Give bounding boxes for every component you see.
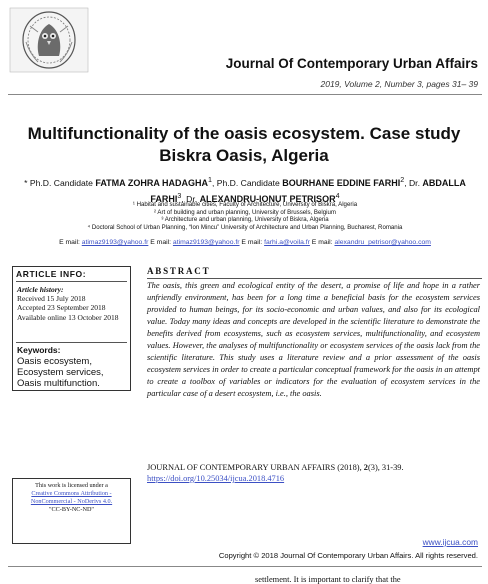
next-column-text: settlement. It is important to clarify that the [255, 575, 401, 584]
affiliation-1: ¹ Habitat and sustainable cities, Faculty of Architecture, University of Biskra, Algeria [132, 201, 358, 208]
doi-link[interactable]: https://doi.org/10.25034/ijcua.2018.4716 [147, 474, 285, 483]
license-text [16, 482, 127, 514]
journal-name: Journal Of Contemporary Urban Affairs [225, 56, 478, 71]
email-link-2[interactable]: atimaz9193@yahoo.fr [172, 239, 240, 246]
affiliation-2: ² Art of building and urban planning, University of Brussels, Belgium [154, 208, 336, 216]
history-accepted: Accepted 23 September 2018 [17, 303, 106, 313]
author-4-sup: 4 [335, 191, 340, 200]
author-2-name: BOURHANE EDDINE FARHI [282, 177, 401, 188]
article-history-heading: Article history: [17, 285, 64, 294]
author-1-prefix: * Ph.D. Candidate [24, 177, 96, 188]
email-link-3[interactable]: farhi.a@voila.fr [264, 239, 310, 246]
journal-logo [8, 6, 90, 74]
license-code: "CC-BY-NC-ND" [49, 506, 94, 513]
journal-emblem-icon [8, 6, 90, 74]
author-1-name: FATMA ZOHRA HADAGHA [95, 177, 208, 188]
keyword-item: Oasis ecosystem, [17, 356, 92, 367]
history-online: Available online 13 October 2018 [17, 312, 119, 322]
email-label: E mail: [150, 239, 173, 246]
footer-divider [8, 566, 482, 567]
paper-title [0, 123, 488, 167]
article-history [17, 294, 127, 322]
volume-info: 2019, Volume 2, Number 3, pages 31– 39 [320, 79, 478, 89]
journal-website-link[interactable]: www.ijcua.com [422, 537, 478, 547]
author-4-prefix: , Dr. [181, 193, 200, 204]
copyright-notice: Copyright © 2018 Journal Of Contemporary Urban Affairs. All rights reserved. [218, 551, 478, 560]
author-2-prefix: , Ph.D. Candidate [211, 177, 283, 188]
header-divider [8, 94, 482, 95]
keyword-item: Oasis multifunction. [17, 378, 100, 389]
abstract-text: The oasis, this green and ecological entity of the desert, a promise of life and hope in a rather unfriendly environment, has been for a long time a beneficial basis for the ecosystem services provided to human beings, for its socio-economic and urban values, and also for its ecological value. Today many ideas and concepts are developed in the scientific literature to demonstrate the benefits derived from ecosystems, such as ecosystem services, multifunctionality, and ecosystem values. However, the analyses of multifunctionality or ecosystem services of the oasis lack from the scientific literature. This study uses a literature review and a prior assessment of the oasis ecosystem services in order to create a particular conceptual framework for the oasis in an attempt to create a toolbox of variables or indicators for the evaluation of ecosystem services in the particular case of a desert ecosystem, i.e., the oasis. [147, 281, 480, 399]
author-3-sup: 3 [177, 191, 182, 200]
affiliation-3: ³ Architecture and urban planning, University of Biskra, Algeria [161, 216, 329, 224]
history-received: Received 15 July 2018 [17, 294, 86, 303]
email-label: E mail: [311, 239, 335, 246]
email-link-1[interactable]: atimaz9193@yahoo.fr [81, 239, 149, 246]
license-prefix: This work is licensed under a [35, 482, 108, 489]
keyword-item: Ecosystem services, [17, 367, 104, 378]
affiliation-4: ⁴ Doctoral School of Urban Planning, “Ion Mincu” University of Architecture and Urban Planning, Bucharest, Romania [87, 223, 403, 231]
license-link[interactable]: Creative Commons Attribution - NonCommercial - NoDerivs 4.0. [30, 490, 113, 505]
keywords-list [17, 356, 129, 389]
author-2-sup: 2 [400, 176, 405, 184]
email-label: E mail: [59, 239, 82, 246]
author-3-name: ABDALLA FARHI [150, 177, 466, 204]
paper-title-line-2: Biskra Oasis, Algeria [159, 146, 329, 165]
author-3-prefix: , Dr. [404, 177, 423, 188]
abstract-heading: ABSTRACT [147, 266, 211, 276]
abstract-rule [147, 278, 482, 279]
paper-title-line-1: Multifunctionality of the oasis ecosystem. Case study [27, 124, 461, 143]
citation [147, 462, 480, 484]
email-label: E mail: [241, 239, 265, 246]
citation-text: JOURNAL OF CONTEMPORARY URBAN AFFAIRS (2018), [147, 463, 364, 472]
citation-volume: 2 [363, 463, 368, 472]
author-emails [8, 239, 482, 246]
keywords-heading: Keywords: [17, 345, 61, 355]
article-info-rule [16, 281, 127, 282]
email-link-4[interactable]: alexandru_petrisor@yahoo.com [334, 239, 431, 246]
author-1-sup: 1 [207, 176, 212, 184]
author-4-name: ALEXANDRU-IONUT PETRISOR [199, 193, 336, 204]
affiliations [8, 201, 482, 231]
article-info-heading: ARTICLE INFO: [16, 269, 87, 279]
citation-issue: (3), 31-39. [367, 463, 404, 472]
keywords-rule [16, 342, 127, 343]
